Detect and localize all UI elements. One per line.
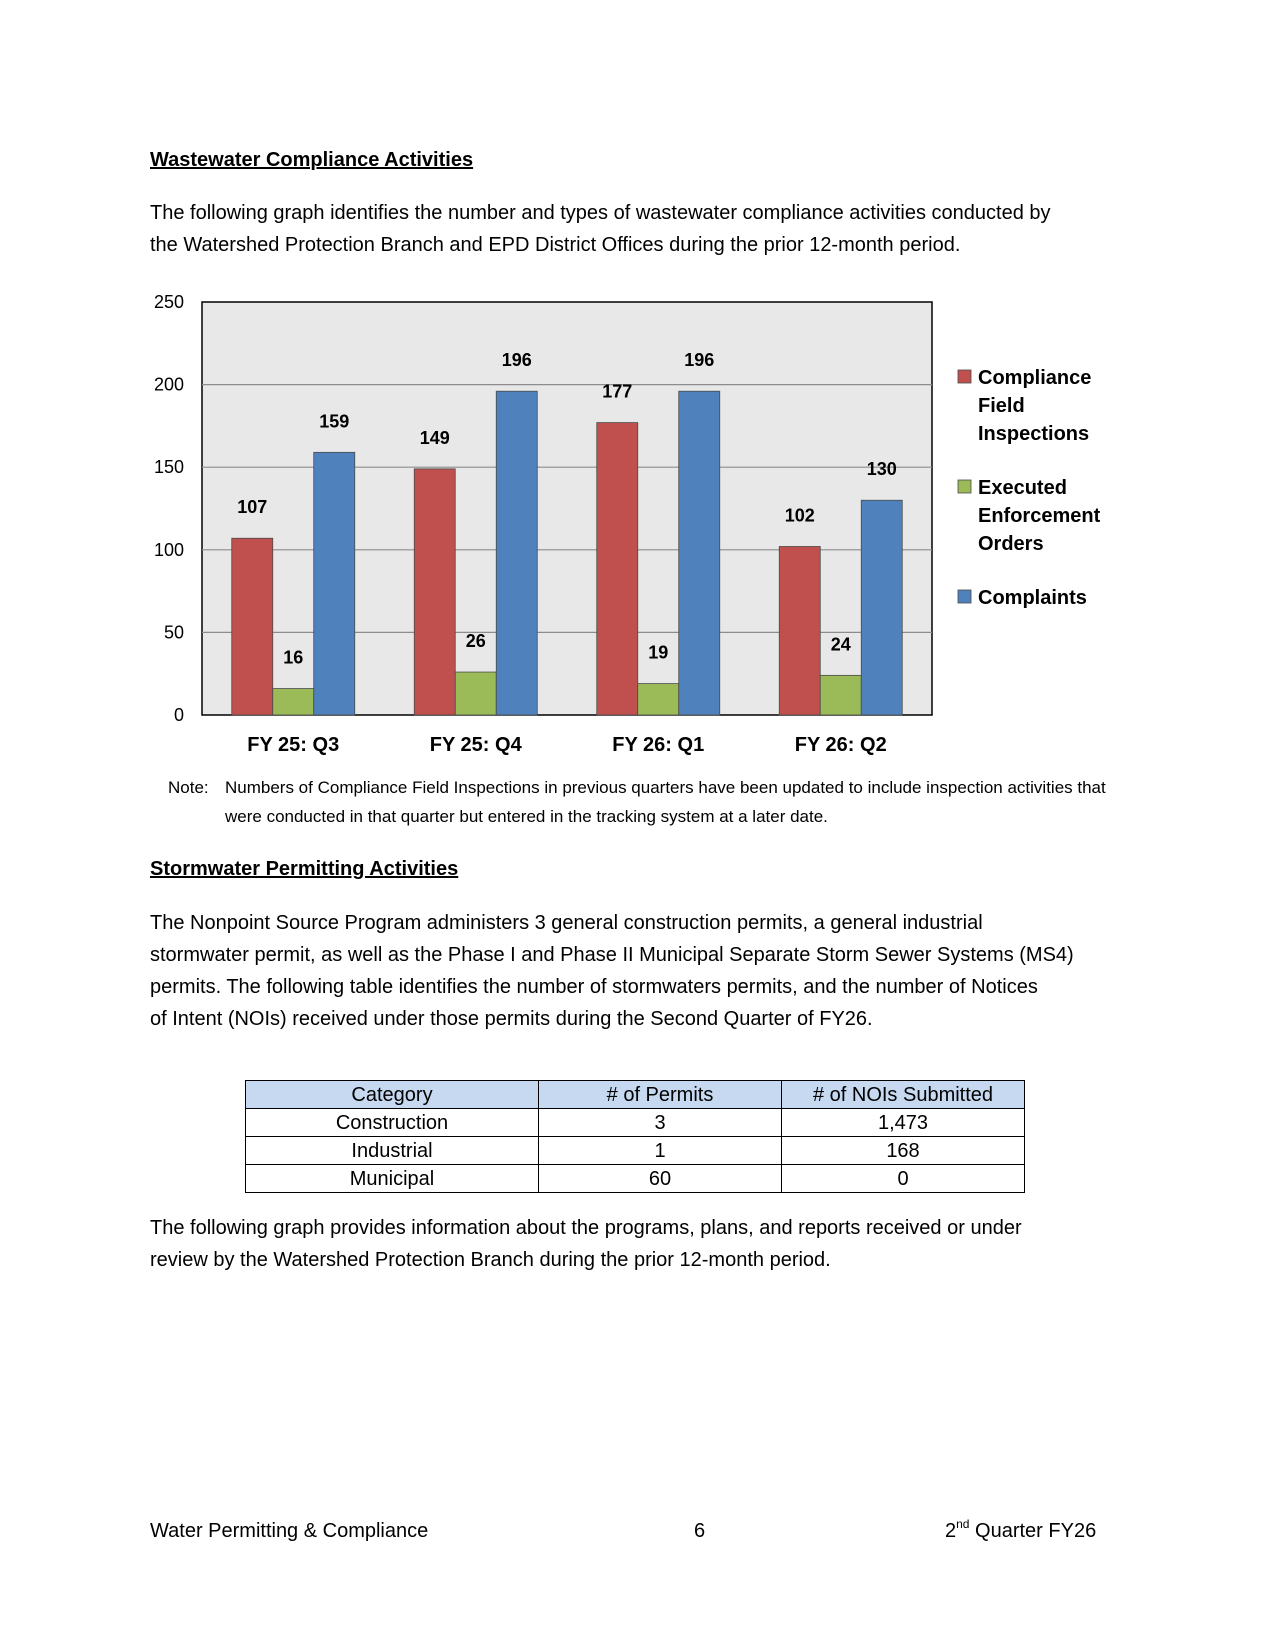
data-label: 159	[319, 411, 350, 432]
closing-line-2: review by the Watershed Protection Branch during the prior 12-month period.	[150, 1249, 831, 1271]
data-label: 130	[866, 459, 897, 480]
table-cell: 1	[539, 1137, 782, 1165]
bar	[455, 672, 496, 715]
closing-paragraph	[150, 1212, 1130, 1276]
note-label: Note:	[168, 778, 209, 797]
footer-left: Water Permitting & Compliance	[150, 1520, 429, 1542]
legend-entry: Complaints	[978, 587, 1087, 609]
bar	[414, 469, 455, 715]
footer-quarter-suffix: nd	[956, 1517, 970, 1531]
bar	[861, 500, 902, 715]
table-header-permits: # of Permits	[539, 1081, 782, 1109]
data-label: 16	[283, 647, 304, 668]
x-tick-label: FY 25: Q3	[247, 734, 340, 756]
table-header-row	[246, 1081, 1025, 1109]
table-cell: 168	[782, 1137, 1025, 1165]
section-heading-wastewater: Wastewater Compliance Activities	[150, 149, 474, 171]
bar	[314, 452, 355, 715]
stormwater-line-2: stormwater permit, as well as the Phase I and Phase II Municipal Separate Storm Sewer Systems (MS4)	[150, 944, 1074, 966]
intro-line-2: the Watershed Protection Branch and EPD District Offices during the prior 12-month period.	[150, 234, 961, 256]
bar	[779, 546, 820, 715]
table-cell: 1,473	[782, 1109, 1025, 1137]
section-heading-stormwater: Stormwater Permitting Activities	[150, 858, 459, 880]
footer-quarter-number: 2	[945, 1520, 957, 1542]
bar	[496, 391, 537, 715]
x-tick-label: FY 25: Q4	[429, 734, 522, 756]
legend-entry: Compliance Field Inspections	[978, 367, 1092, 445]
bar	[638, 684, 679, 715]
data-label: 107	[237, 497, 268, 518]
bar	[232, 538, 273, 715]
legend-entry: Executed Enforcement Orders	[978, 477, 1101, 555]
bar	[273, 689, 314, 715]
table-cell: 3	[539, 1109, 782, 1137]
x-tick-label: FY 26: Q1	[612, 734, 705, 756]
bar	[679, 391, 720, 715]
data-label: 26	[465, 631, 486, 652]
data-label: 24	[830, 634, 851, 655]
data-label: 102	[784, 505, 815, 526]
table-row	[246, 1109, 1025, 1137]
stormwater-line-4: of Intent (NOIs) received under those permits during the Second Quarter of FY26.	[150, 1008, 873, 1030]
closing-line-1: The following graph provides information about the programs, plans, and reports received or under	[150, 1217, 1022, 1239]
table-row	[246, 1137, 1025, 1165]
y-tick-label: 250	[153, 292, 184, 312]
note-text: Numbers of Compliance Field Inspections in previous quarters have been updated to include inspection activities that were conducted in that quarter but entered in the tracking system at a later date.	[225, 778, 1106, 826]
permits-table	[245, 1080, 1025, 1193]
wastewater-intro-paragraph	[150, 197, 1130, 261]
y-tick-label: 0	[173, 705, 184, 725]
y-tick-label: 100	[153, 539, 184, 560]
stormwater-paragraph	[150, 907, 1130, 1035]
data-label: 177	[602, 381, 633, 402]
x-tick-label: FY 26: Q2	[794, 734, 887, 756]
legend-swatch	[958, 480, 971, 493]
data-label: 196	[684, 350, 715, 371]
intro-line-1: The following graph identifies the number and types of wastewater compliance activities conducted by	[150, 202, 1051, 224]
data-label: 19	[648, 642, 669, 663]
plot-area	[202, 302, 932, 715]
table-cell: 60	[539, 1165, 782, 1193]
table-cell: Industrial	[246, 1137, 539, 1165]
stormwater-line-1: The Nonpoint Source Program administers 3 general construction permits, a general industrial	[150, 912, 983, 934]
bar	[597, 423, 638, 715]
stormwater-line-3: permits. The following table identifies the number of stormwaters permits, and the number of Notices	[150, 976, 1038, 998]
data-label: 149	[419, 427, 450, 448]
footer-right	[945, 1517, 1097, 1543]
footer-quarter-label: Quarter FY26	[969, 1520, 1097, 1542]
y-tick-label: 150	[153, 457, 184, 478]
data-label: 196	[501, 350, 532, 371]
table-header-category: Category	[246, 1081, 539, 1109]
table-cell: 0	[782, 1165, 1025, 1193]
table-row	[246, 1165, 1025, 1193]
y-tick-label: 50	[163, 622, 184, 643]
table-header-nois: # of NOIs Submitted	[782, 1081, 1025, 1109]
bar	[820, 675, 861, 715]
table-cell: Construction	[246, 1109, 539, 1137]
compliance-activities-bar-chart	[140, 285, 1140, 760]
table-cell: Municipal	[246, 1165, 539, 1193]
legend-swatch	[958, 370, 971, 383]
legend-swatch	[958, 590, 971, 603]
y-tick-label: 200	[153, 374, 184, 395]
footer-page-number: 6	[694, 1520, 706, 1542]
